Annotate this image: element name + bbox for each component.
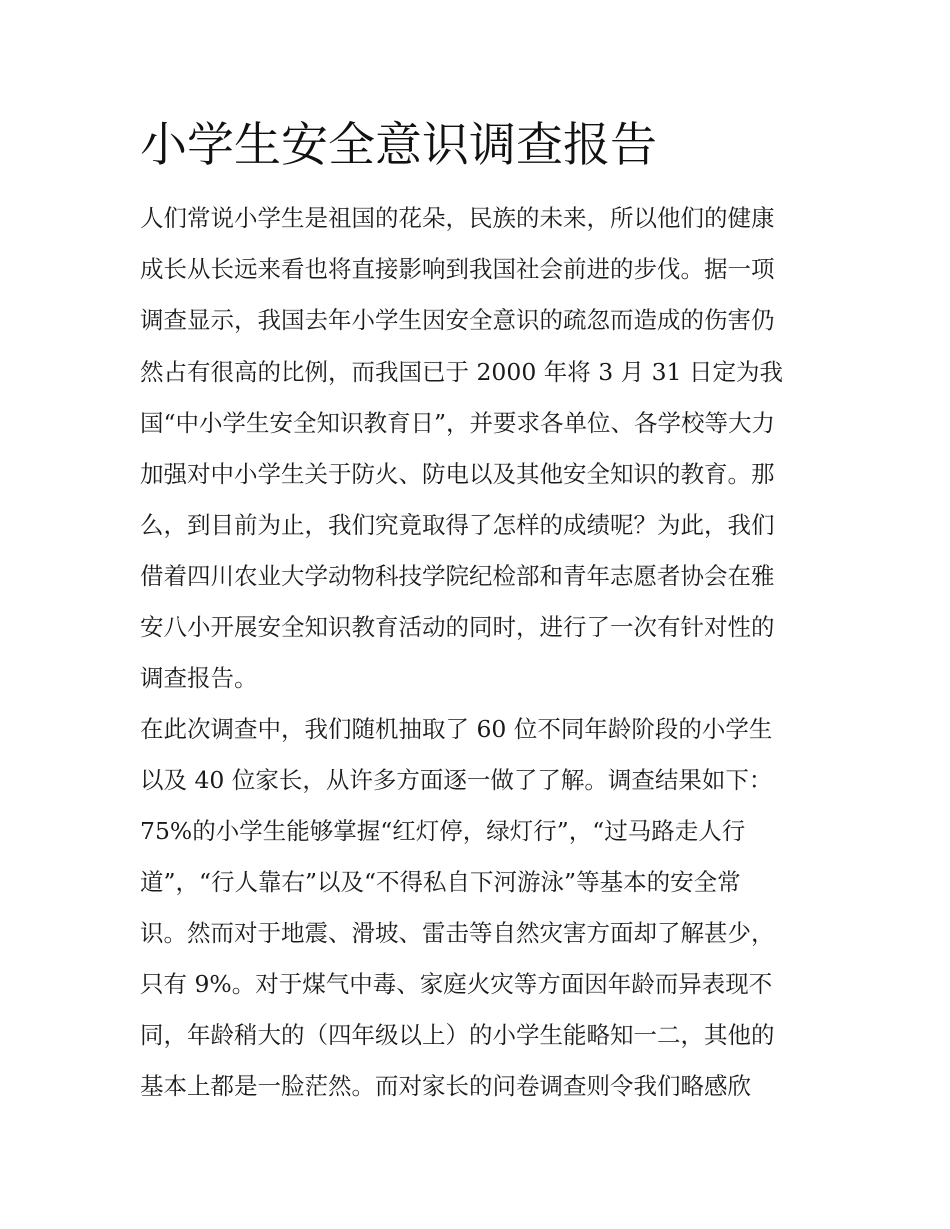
body-line: 然占有很高的比例，而我国已于 2000 年将 3 月 31 日定为我 (140, 358, 783, 386)
body-line: 识。然而对于地震、滑坡、雷击等自然灾害方面却了解甚少， (140, 919, 775, 947)
body-line: 只有 9%。对于煤气中毒、家庭火灾等方面因年龄而异表现不 (140, 970, 773, 998)
body-line: 道”，“行人靠右”以及“不得私自下河游泳”等基本的安全常 (140, 868, 741, 896)
body-line: 么，到目前为止，我们究竟取得了怎样的成绩呢？为此，我们 (140, 511, 775, 539)
body-line: 以及 40 位家长，从许多方面逐一做了了解。调查结果如下： (140, 766, 773, 794)
body-line: 调查显示，我国去年小学生因安全意识的疏忽而造成的伤害仍 (140, 306, 775, 334)
body-line: 75%的小学生能够掌握“红灯停，绿灯行”，“过马路走人行 (140, 817, 746, 845)
body-line: 同，年龄稍大的（四年级以上）的小学生能略知一二，其他的 (140, 1021, 775, 1049)
body-line: 国“中小学生安全知识教育日”，并要求各单位、各学校等大力 (140, 409, 776, 437)
body-line: 人们常说小学生是祖国的花朵，民族的未来，所以他们的健康 (140, 204, 775, 232)
body-line: 在此次调查中，我们随机抽取了 60 位不同年龄阶段的小学生 (140, 715, 773, 743)
body-line: 成长从长远来看也将直接影响到我国社会前进的步伐。据一项 (140, 255, 775, 283)
body-line: 加强对中小学生关于防火、防电以及其他安全知识的教育。那 (140, 460, 775, 488)
body-line: 安八小开展安全知识教育活动的同时，进行了一次有针对性的 (140, 613, 775, 641)
body-line: 调查报告。 (140, 664, 258, 692)
page-title: 小学生安全意识调查报告 (140, 118, 657, 173)
body-line: 借着四川农业大学动物科技学院纪检部和青年志愿者协会在雅 (140, 562, 775, 590)
body-line: 基本上都是一脸茫然。而对家长的问卷调查则令我们略感欣 (140, 1072, 751, 1100)
